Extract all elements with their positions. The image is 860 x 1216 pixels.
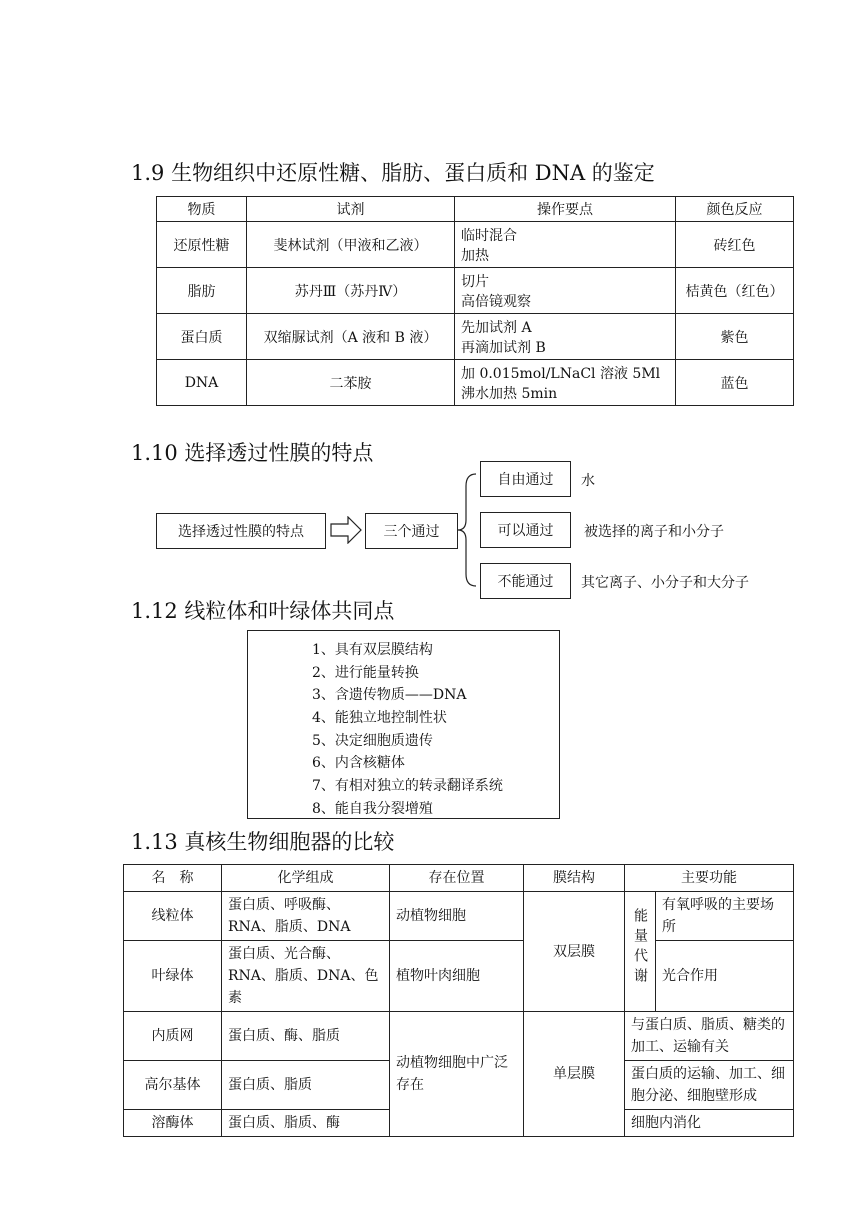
cell-reagent: 苏丹Ⅲ（苏丹Ⅳ） <box>247 268 455 314</box>
table-row <box>124 1012 794 1061</box>
col-header: 颜色反应 <box>676 197 794 222</box>
op-line: 再滴加试剂 B <box>461 339 546 356</box>
col-header: 物质 <box>157 197 247 222</box>
identification-table <box>156 196 794 406</box>
branch-box: 可以通过 <box>480 512 571 548</box>
cell-func: 与蛋白质、脂质、糖类的加工、运输有关 <box>625 1012 794 1061</box>
cell-substance: 还原性糖 <box>157 222 247 268</box>
col-header: 操作要点 <box>455 197 676 222</box>
col-header: 化学组成 <box>222 865 390 892</box>
list-item: 6、内含核糖体 <box>312 755 405 771</box>
branch-box: 不能通过 <box>480 563 571 599</box>
op-line: 加热 <box>461 247 489 264</box>
cell-membrane: 单层膜 <box>524 1012 625 1137</box>
section-title-1-13: 1.13 真核生物细胞器的比较 <box>131 830 395 854</box>
col-header: 名 称 <box>124 865 222 892</box>
list-item: 2、进行能量转换 <box>312 665 419 681</box>
table-row <box>124 892 794 941</box>
root-box: 选择透过性膜的特点 <box>156 513 326 549</box>
cell-func: 有氧呼吸的主要场所 <box>656 892 794 941</box>
col-header: 存在位置 <box>390 865 524 892</box>
cell-func: 蛋白质的运输、加工、细胞分泌、细胞壁形成 <box>625 1061 794 1110</box>
cell-loc: 植物叶肉细胞 <box>390 941 524 1012</box>
cell-chem: 蛋白质、脂质、酶 <box>222 1110 390 1137</box>
cell-chem: 蛋白质、光合酶、RNA、脂质、DNA、色素 <box>222 941 390 1012</box>
branch-note: 其它离子、小分子和大分子 <box>581 575 749 591</box>
cell-name: 内质网 <box>124 1012 222 1061</box>
cell-operation <box>455 360 676 406</box>
cell-chem: 蛋白质、呼吸酶、RNA、脂质、DNA <box>222 892 390 941</box>
col-header: 主要功能 <box>625 865 794 892</box>
cell-color: 紫色 <box>676 314 794 360</box>
list-item: 8、能自我分裂增殖 <box>312 801 433 817</box>
op-line: 高倍镜观察 <box>461 293 531 310</box>
table-row <box>124 941 794 1012</box>
table-row <box>157 314 794 360</box>
list-item: 5、决定细胞质遗传 <box>312 733 433 749</box>
list-item: 7、有相对独立的转录翻译系统 <box>312 778 503 794</box>
branch-box: 自由通过 <box>480 461 571 497</box>
cell-color: 桔黄色（红色） <box>676 268 794 314</box>
branch-note: 水 <box>581 473 595 489</box>
common-points-box <box>247 630 560 819</box>
cell-name: 高尔基体 <box>124 1061 222 1110</box>
list-item: 3、含遗传物质——DNA <box>312 687 467 703</box>
cell-operation <box>455 222 676 268</box>
section-title-1-12: 1.12 线粒体和叶绿体共同点 <box>131 599 395 623</box>
list-item: 1、具有双层膜结构 <box>312 642 433 658</box>
cell-reagent: 双缩脲试剂（A 液和 B 液） <box>247 314 455 360</box>
cell-color: 蓝色 <box>676 360 794 406</box>
cell-name: 叶绿体 <box>124 941 222 1012</box>
cell-reagent: 斐林试剂（甲液和乙液） <box>247 222 455 268</box>
energy-label: 能量代谢 <box>632 908 648 988</box>
organelle-table <box>123 864 794 1137</box>
list-item: 4、能独立地控制性状 <box>312 710 447 726</box>
op-line: 临时混合 <box>461 227 517 244</box>
table-row <box>157 222 794 268</box>
cell-color: 砖红色 <box>676 222 794 268</box>
branch-note: 被选择的离子和小分子 <box>584 524 724 540</box>
op-line: 切片 <box>461 273 489 290</box>
op-line: 加 0.015mol/LNaCl 溶液 5Ml <box>461 365 661 382</box>
cell-name: 溶酶体 <box>124 1110 222 1137</box>
section-title-1-9: 1.9 生物组织中还原性糖、脂肪、蛋白质和 DNA 的鉴定 <box>131 161 655 185</box>
col-header: 试剂 <box>247 197 455 222</box>
cell-func: 光合作用 <box>656 941 794 1012</box>
table-row <box>157 268 794 314</box>
cell-name: 线粒体 <box>124 892 222 941</box>
mid-box: 三个通过 <box>365 513 458 549</box>
op-line: 沸水加热 5min <box>461 385 558 402</box>
cell-operation <box>455 268 676 314</box>
cell-substance: 蛋白质 <box>157 314 247 360</box>
cell-func: 细胞内消化 <box>625 1110 794 1137</box>
cell-operation <box>455 314 676 360</box>
col-header: 膜结构 <box>524 865 625 892</box>
table-row <box>157 360 794 406</box>
arrow-right-icon <box>330 516 362 544</box>
op-line: 先加试剂 A <box>461 319 532 336</box>
cell-chem: 蛋白质、脂质 <box>222 1061 390 1110</box>
section-title-1-10: 1.10 选择透过性膜的特点 <box>131 441 374 465</box>
cell-substance: 脂肪 <box>157 268 247 314</box>
cell-membrane: 双层膜 <box>524 892 625 1012</box>
cell-loc: 动植物细胞中广泛存在 <box>390 1012 524 1137</box>
cell-energy <box>625 892 656 1012</box>
cell-chem: 蛋白质、酶、脂质 <box>222 1012 390 1061</box>
cell-reagent: 二苯胺 <box>247 360 455 406</box>
cell-loc: 动植物细胞 <box>390 892 524 941</box>
cell-substance: DNA <box>157 360 247 406</box>
left-brace <box>456 472 480 588</box>
